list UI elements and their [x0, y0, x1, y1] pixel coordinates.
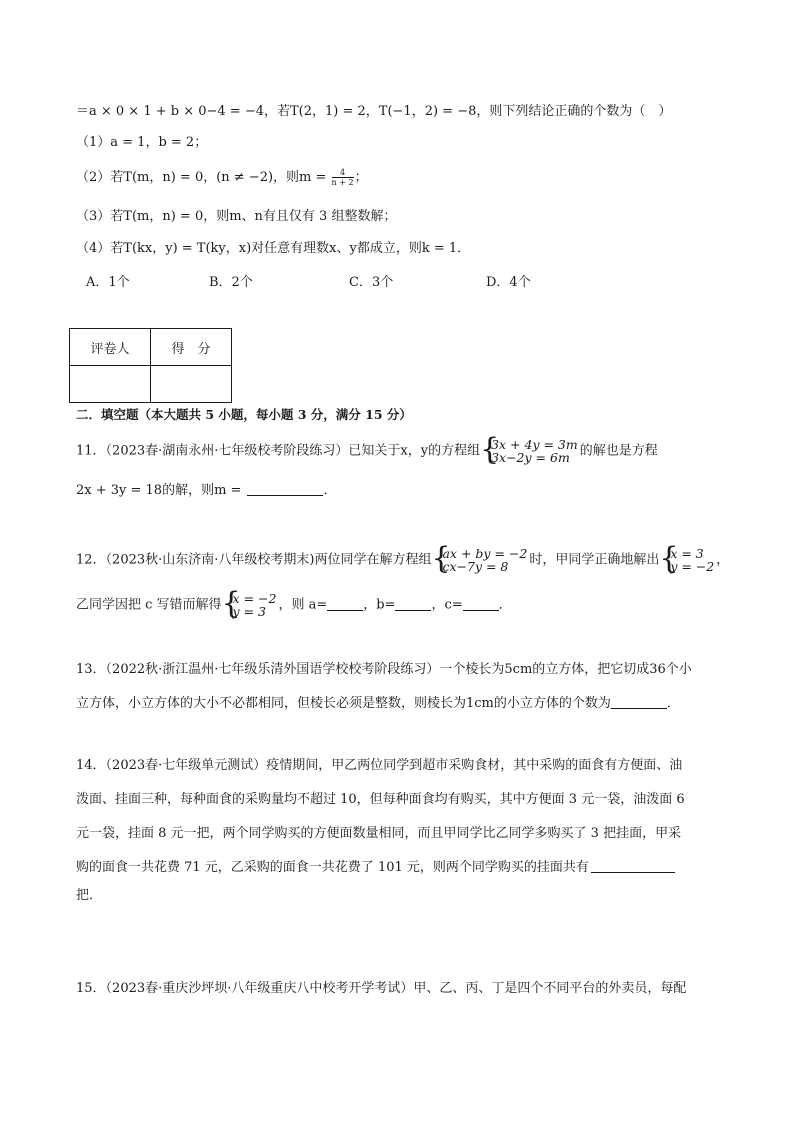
- question-12-line-1: [76, 547, 729, 573]
- q10-option-b: B．2个: [209, 275, 253, 290]
- q12-solution-2: [224, 592, 277, 618]
- q12-c-blank[interactable]: [463, 596, 499, 611]
- question-13-line-1: 13．（2022秋·浙江温州·七年级乐清外国语学校校考阶段练习）一个棱长为5cm的立方体，把它切成36个小: [76, 662, 692, 677]
- question-11-line-1: [76, 438, 658, 464]
- q11-equation-system: [482, 438, 578, 464]
- section-title: 二．填空题（本大题共 5 小题，每小题 3 分，满分 15 分）: [76, 407, 412, 422]
- q14-line4-text: 购的面食一共花费 71 元，乙采购的面食一共花费了 101 元，则两个同学购买的挂面共有: [76, 860, 589, 875]
- q10-statement-2-end: ；: [354, 170, 368, 185]
- q12-eq1: { ax + by = −2: [442, 546, 528, 561]
- q10-fraction: [332, 168, 354, 187]
- q11-eq2: 3x−2y = 6m: [491, 450, 570, 465]
- question-12-line-2: [76, 592, 512, 618]
- fraction-numerator: 4: [332, 168, 354, 178]
- q11-prefix: 11．（2023春·湖南永州·七年级校考阶段练习）已知关于x，y的方程组: [76, 443, 481, 459]
- q13-line2-text: 立方体，小立方体的大小不必都相同，但棱长必须是整数，则棱长为1cm的小立方体的个数为: [76, 696, 611, 711]
- q12-a-label: ，则 a=: [278, 597, 328, 613]
- q13-end: ．: [666, 696, 680, 711]
- q12-eq2: cx−7y = 8: [442, 559, 509, 574]
- q10-option-d: D．4个: [486, 275, 531, 290]
- q11-answer-blank[interactable]: [247, 481, 323, 496]
- score-header: 得 分: [151, 329, 232, 366]
- question-15-line-1: 15．（2023春·重庆沙坪坝·八年级重庆八中校考开学考试）甲、乙、丙、丁是四个不同平台的外卖员，每配: [76, 981, 687, 996]
- question-14-line-4: [76, 858, 675, 877]
- q12-line2-prefix: 乙同学因把 c 写错而解得: [76, 597, 222, 613]
- q10-stem-tail: ＝a × 0 × 1 + b × 0−4 = −4，若T(2，1) = 2，T(−1，2) = −8，则下列结论正确的个数为（ ）: [76, 104, 672, 119]
- q12-c-label: ，c=: [431, 597, 463, 613]
- q11-eq1: { 3x + 4y = 3m: [491, 437, 578, 452]
- q12-solution-1: [661, 547, 714, 573]
- q12-a-blank[interactable]: [327, 596, 363, 611]
- q11-line2-start: 2x + 3y = 18的解，则m =: [76, 483, 242, 498]
- q10-statement-2: [76, 168, 368, 187]
- q10-option-a: A．1个: [86, 275, 130, 290]
- question-14-line-3: 元一袋，挂面 8 元一把，两个同学购买的方便面数量相同，而且甲同学比乙同学多购买了 3 把挂面，甲采: [76, 826, 682, 841]
- question-14-line-2: 泼面、挂面三种，每种面食的采购量均不超过 10，但每种面食均有购买，其中方便面 3 元一袋，油泼面 6: [76, 792, 685, 807]
- q11-suffix: 的解也是方程: [579, 443, 658, 459]
- q12-mid-end: ，: [716, 552, 730, 568]
- score-cell[interactable]: [151, 366, 232, 403]
- q13-answer-blank[interactable]: [611, 694, 667, 709]
- question-13-line-2: [76, 694, 680, 713]
- q12-equation-system: [433, 547, 527, 573]
- q12-sol2-x: { x = −2: [232, 591, 277, 606]
- q12-end: ．: [498, 597, 512, 613]
- question-11-line-2: [76, 481, 336, 500]
- q10-option-c: C．3个: [349, 275, 394, 290]
- q14-answer-blank[interactable]: [591, 858, 675, 873]
- q12-sol1-y: y = −2: [670, 559, 715, 574]
- q12-b-blank[interactable]: [395, 596, 431, 611]
- q12-mid: 时，甲同学正确地解出: [529, 552, 660, 568]
- fraction-denominator: n + 2: [331, 178, 354, 187]
- q11-line2-end: ．: [323, 483, 337, 498]
- q10-statement-3: （3）若T(m，n) = 0，则m、n有且仅有 3 组整数解；: [76, 209, 397, 224]
- reviewer-header: 评卷人: [70, 329, 151, 366]
- reviewer-cell[interactable]: [70, 366, 151, 403]
- q12-b-label: ，b=: [363, 597, 396, 613]
- q12-sol1-x: { x = 3: [670, 546, 704, 561]
- q12-prefix: 12．（2023秋·山东济南·八年级校考期末)两位同学在解方程组: [76, 552, 432, 568]
- question-14-line-5: 把．: [76, 888, 103, 903]
- q12-sol2-y: y = 3: [232, 604, 266, 619]
- question-14-line-1: 14．（2023春·七年级单元测试）疫情期间，甲乙两位同学到超市采购食材，其中采购的面食有方便面、油: [76, 758, 683, 773]
- q10-statement-4: （4）若T(kx，y) = T(ky，x)对任意有理数x、y都成立，则k = 1．: [76, 241, 471, 256]
- q10-statement-2-text: （2）若T(m，n) = 0，(n ≠ −2)，则m =: [76, 170, 331, 185]
- score-table: [69, 328, 232, 403]
- q10-statement-1: （1）a = 1，b = 2；: [76, 135, 208, 150]
